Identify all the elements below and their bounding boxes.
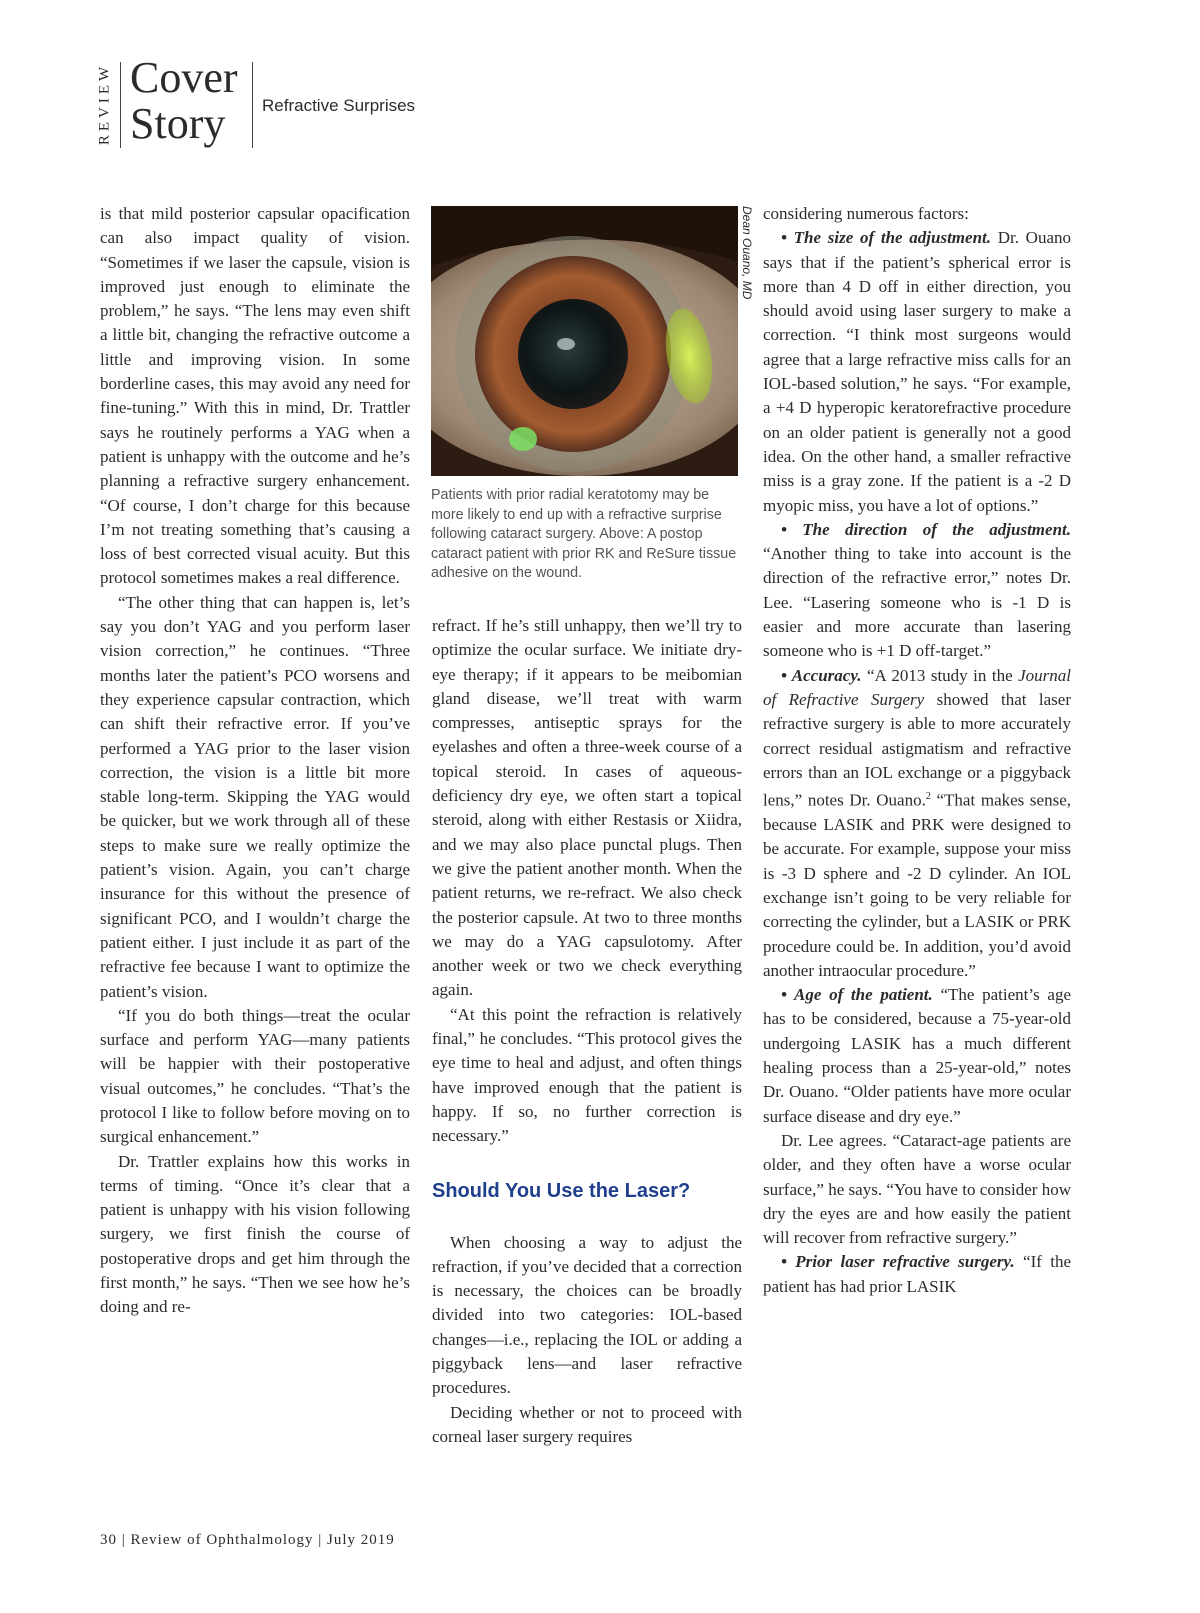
text-column-3 bbox=[763, 202, 1071, 1299]
subhead: Should You Use the Laser? bbox=[432, 1179, 691, 1202]
section-title-line1: Cover bbox=[130, 53, 238, 102]
reference-number: 2 bbox=[925, 791, 931, 803]
bullet-paragraph: • The direction of the adjustment. “Another thing to take into account is the direction of the refractive error,” notes Dr. Lee. “Lasering someone who is -1 D is easier and more accurate than lasering someone who is +1 D off-target.” bbox=[763, 519, 1071, 661]
paragraph: Deciding whether or not to proceed with corneal laser surgery requires bbox=[432, 1402, 742, 1446]
bullet-lead: • Prior laser refractive surgery. bbox=[781, 1252, 1015, 1272]
photo-credit: Dean Ouano, MD bbox=[740, 206, 754, 300]
bullet-paragraph: • Age of the patient. “The patient’s age has to be considered, because a 75-year-old undergoing LASIK has a much different healing process than a 25-year-old,” notes Dr. Ouano. “Older patients have more ocular surface disease and dry eye.” bbox=[763, 985, 1071, 1126]
section-title-line2: Story bbox=[130, 99, 226, 148]
paragraph: is that mild posterior capsular opacification can also impact quality of vision. “Sometimes if we laser the capsule, vision is improved just enough to eliminate the problem,” he says. “The lens may even shift a little bit, changing the refractive outcome a little and improving vision. In some borderline cases, this may avoid any need for fine-tuning.” With this in mind, Dr. Trattler says he routinely performs a YAG when a patient is unhappy with the outcome and he’s planning a refractive surgery enhancement. “Of course, I don’t charge for this because I’m not treating something that’s causing a loss of best corrected visual acuity. But this protocol sometimes makes a real difference. bbox=[100, 204, 410, 588]
paragraph: Dr. Lee agrees. “Cataract-age patients are older, and they often have a worse ocular surface,” he says. “You have to consider how dry the eyes are and how easily the patient will recover from refractive surgery.” bbox=[763, 1130, 1071, 1248]
paragraph: refract. If he’s still unhappy, then we’ll try to optimize the ocular surface. We initiate dry-eye therapy; if it appears to be meibomian gland disease, we’ll treat with warm compresses, antiseptic sprays for the eyelashes and often a three-week course of a topical steroid. In cases of aqueous-deficiency dry eye, we often start a topical steroid, along with either Restasis or Xiidra, and we may also place punctal plugs. Then we give the patient another month. When the patient returns, we re-refract. We also check the posterior capsule. At two to three months we may do a YAG capsulotomy. After another week or two we check everything again. bbox=[432, 616, 742, 1000]
figure-caption: Patients with prior radial keratotomy may be more likely to end up with a refractive surprise following cataract surgery. Above: A postop cataract patient with prior RK and ReSure tissue adhesive on the wound. bbox=[431, 487, 737, 581]
page-footer: 30 | Review of Ophthalmology | July 2019 bbox=[100, 1532, 395, 1548]
issue-date: July 2019 bbox=[327, 1532, 395, 1548]
header-divider bbox=[252, 62, 253, 148]
text-column-2 bbox=[432, 614, 742, 1449]
paragraph: Dr. Trattler explains how this works in terms of timing. “Once it’s clear that a patient is unhappy with his vision following surgery, we first finish the course of postoperative drops and get him through the first month,” he says. “Then we see how he’s doing and re- bbox=[100, 1151, 410, 1317]
bullet-lead: • Age of the patient. bbox=[781, 985, 933, 1005]
section-vertical-label: REVIEW bbox=[96, 62, 113, 146]
section-title bbox=[130, 53, 238, 148]
paragraph: “If you do both things—treat the ocular surface and perform YAG—many patients will be happier with their postoperative visual outcomes,” he concludes. “That’s the protocol I like to follow before moving on to surgical enhancement.” bbox=[100, 1005, 410, 1147]
paragraph: “The other thing that can happen is, let’s say you don’t YAG and you perform laser vision correction,” he continues. “Three months later the patient’s PCO worsens and they experience capsular contraction, which can shift their refractive error. If you’ve performed a YAG prior to the laser vision correction, the vision is a little bit more stable long-term. Skipping the YAG would be quicker, but we work through all of these steps to make sure we really optimize the patient’s vision. Again, you can’t charge insurance for this without the presence of significant PCO, and I wouldn’t charge the patient either. I just include it as part of the refractive fee because I want to optimize the patient’s vision. bbox=[100, 592, 410, 1001]
bullet-paragraph: • The size of the adjustment. Dr. Ouano says that if the patient’s spherical error is more than 4 D off in either direction, you should avoid using laser surgery to make a correction. “I think most surgeons would agree that a large refractive miss calls for an IOL-based solution,” he says. “For example, a +4 D hyperopic keratorefractive procedure on an older patient is generally not a good idea. On the other hand, a smaller refractive miss is a gray zone. If the patient is a -2 D myopic miss, you have a lot of options.” bbox=[763, 228, 1071, 515]
paragraph: “At this point the refraction is relatively final,” he concludes. “This protocol gives the eye time to heal and adjust, and often things have improved enough that the patient is happy. If so, no further correction is necessary.” bbox=[432, 1004, 742, 1146]
text-column-1 bbox=[100, 202, 410, 1320]
bullet-lead: • The direction of the adjustment. bbox=[781, 519, 1071, 539]
header-divider bbox=[120, 62, 121, 148]
article-section-name: Refractive Surprises bbox=[262, 96, 416, 115]
eye-photograph bbox=[431, 206, 738, 476]
bullet-paragraph: • Prior laser refractive surgery. “If the patient has had prior LASIK bbox=[763, 1252, 1072, 1296]
paragraph: When choosing a way to adjust the refraction, if you’ve decided that a correction is necessary, the choices can be broadly divided into two categories: IOL-based changes—i.e., replacing the IOL or adding a piggyback lens—and laser refractive procedures. bbox=[432, 1232, 742, 1398]
bullet-paragraph: • Accuracy. “A 2013 study in the Journal of Refractive Surgery showed that laser refractive surgery is able to more accurately correct residual astigmatism and refractive errors than an IOL exchange or a piggyback lens,” notes Dr. Ouano.$^2$ “That makes sense, because LASIK and PRK were designed to be accurate. For example, suppose your miss is -3 D sphere and -2 D cylinder. An IOL exchange isn’t going to be very reliable for correcting the cylinder, but a LASIK or PRK procedure could be. In addition, you’d avoid another intraocular procedure.” bbox=[763, 665, 1072, 980]
eye-photo-illustration bbox=[431, 206, 738, 476]
publication-name: Review of Ophthalmology bbox=[130, 1532, 314, 1548]
bullet-lead: • Accuracy. bbox=[781, 665, 862, 685]
bullet-lead: • The size of the adjustment. bbox=[781, 228, 991, 248]
paragraph: considering numerous factors: bbox=[763, 204, 969, 223]
page-number: 30 bbox=[100, 1532, 117, 1548]
journal-title: Journal of Refractive Surgery bbox=[763, 665, 1072, 709]
